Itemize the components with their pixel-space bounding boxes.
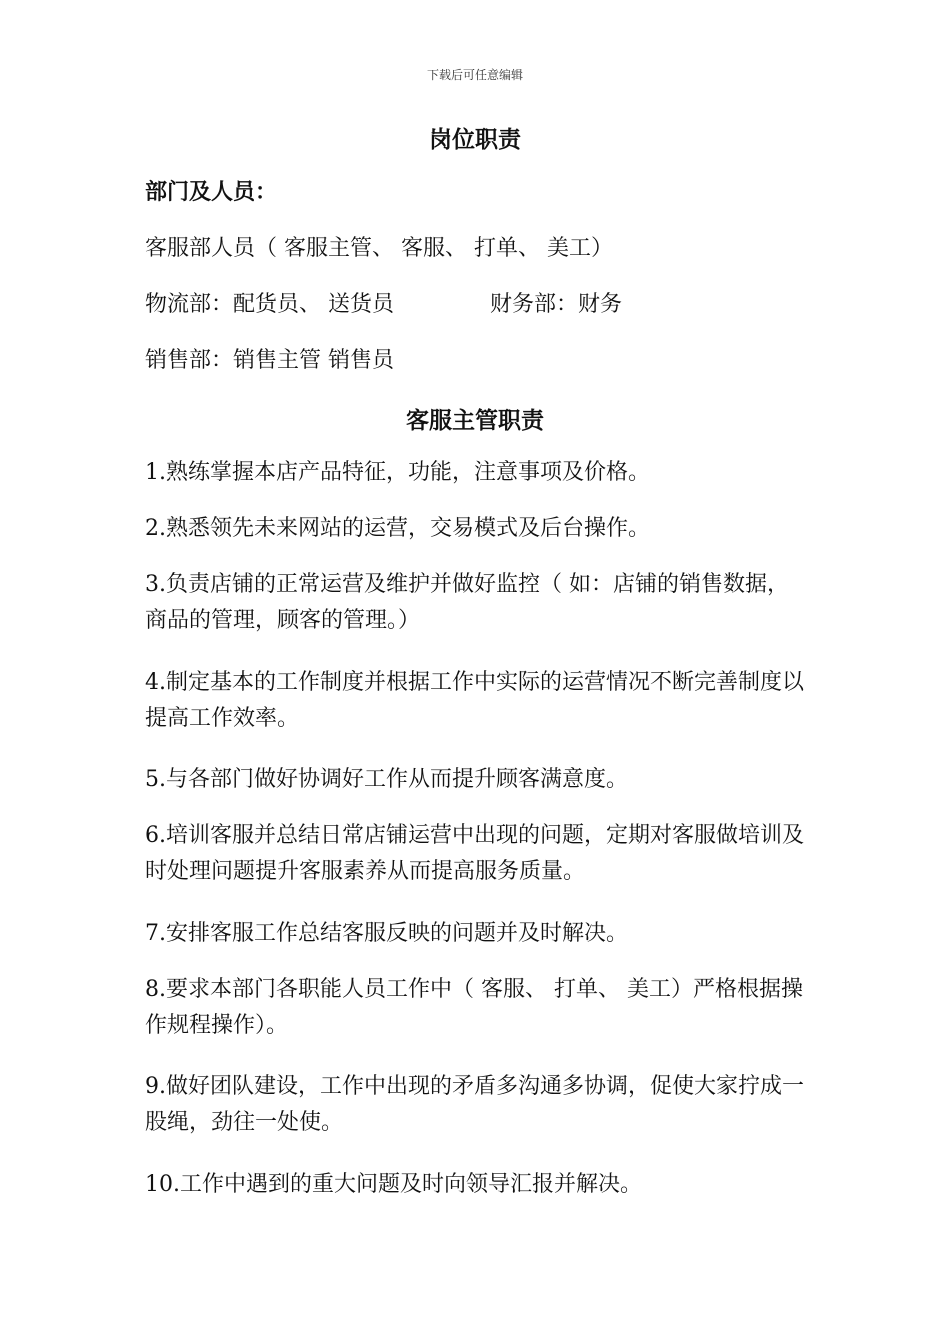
duty-number: 1.	[145, 460, 166, 485]
duty-number: 7.	[145, 921, 166, 946]
page-title: 岗位职责	[429, 127, 521, 153]
departments-heading: 部门及人员：	[145, 180, 278, 205]
duty-item	[145, 567, 810, 639]
duty-item	[145, 1069, 810, 1141]
duty-text: 培训客服并总结日常店铺运营中出现的问题，定期对客服做培训及时处理问题提升客服素养从而提高服务质量。	[145, 823, 805, 884]
duty-number: 8.	[145, 977, 166, 1002]
duty-text: 制定基本的工作制度并根据工作中实际的运营情况不断完善制度以提高工作效率。	[145, 670, 805, 731]
duty-item	[145, 916, 810, 952]
duty-number: 5.	[145, 767, 166, 792]
department-line-finance: 财务部：财务	[490, 292, 623, 317]
header-note: 下载后可任意编辑	[426, 68, 523, 82]
duty-number: 9.	[145, 1074, 166, 1099]
duty-item	[145, 818, 810, 890]
duty-text: 负责店铺的正常运营及维护并做好监控（ 如：店铺的销售数据，商品的管理，顾客的管理。）	[145, 572, 789, 633]
duty-number: 10.	[145, 1172, 180, 1197]
duty-text: 做好团队建设，工作中出现的矛盾多沟通多协调，促使大家拧成一股绳，劲往一处使。	[145, 1074, 805, 1135]
duty-number: 2.	[145, 516, 166, 541]
duty-item	[145, 972, 810, 1044]
duty-number: 6.	[145, 823, 166, 848]
duty-item	[145, 455, 810, 491]
duty-text: 安排客服工作总结客服反映的问题并及时解决。	[166, 921, 629, 946]
duty-text: 熟练掌握本店产品特征，功能，注意事项及价格。	[166, 460, 651, 485]
department-line-logistics: 物流部：配货员、 送货员	[145, 292, 394, 317]
section-title-supervisor: 客服主管职责	[406, 408, 544, 434]
duty-number: 3.	[145, 572, 166, 597]
duty-text: 熟悉领先未来网站的运营，交易模式及后台操作。	[166, 516, 651, 541]
duty-item	[145, 1167, 810, 1203]
duty-text: 要求本部门各职能人员工作中（ 客服、 打单、 美工）严格根据操作规程操作）。	[145, 977, 803, 1038]
duty-item	[145, 511, 810, 547]
duty-text: 工作中遇到的重大问题及时向领导汇报并解决。	[180, 1172, 643, 1197]
department-line-sales: 销售部：销售主管 销售员	[145, 348, 394, 373]
duty-number: 4.	[145, 670, 166, 695]
duty-text: 与各部门做好协调好工作从而提升顾客满意度。	[166, 767, 629, 792]
duty-item	[145, 665, 810, 737]
duty-item	[145, 762, 810, 798]
department-line-customer-service: 客服部人员（ 客服主管、 客服、 打单、 美工）	[145, 236, 613, 261]
